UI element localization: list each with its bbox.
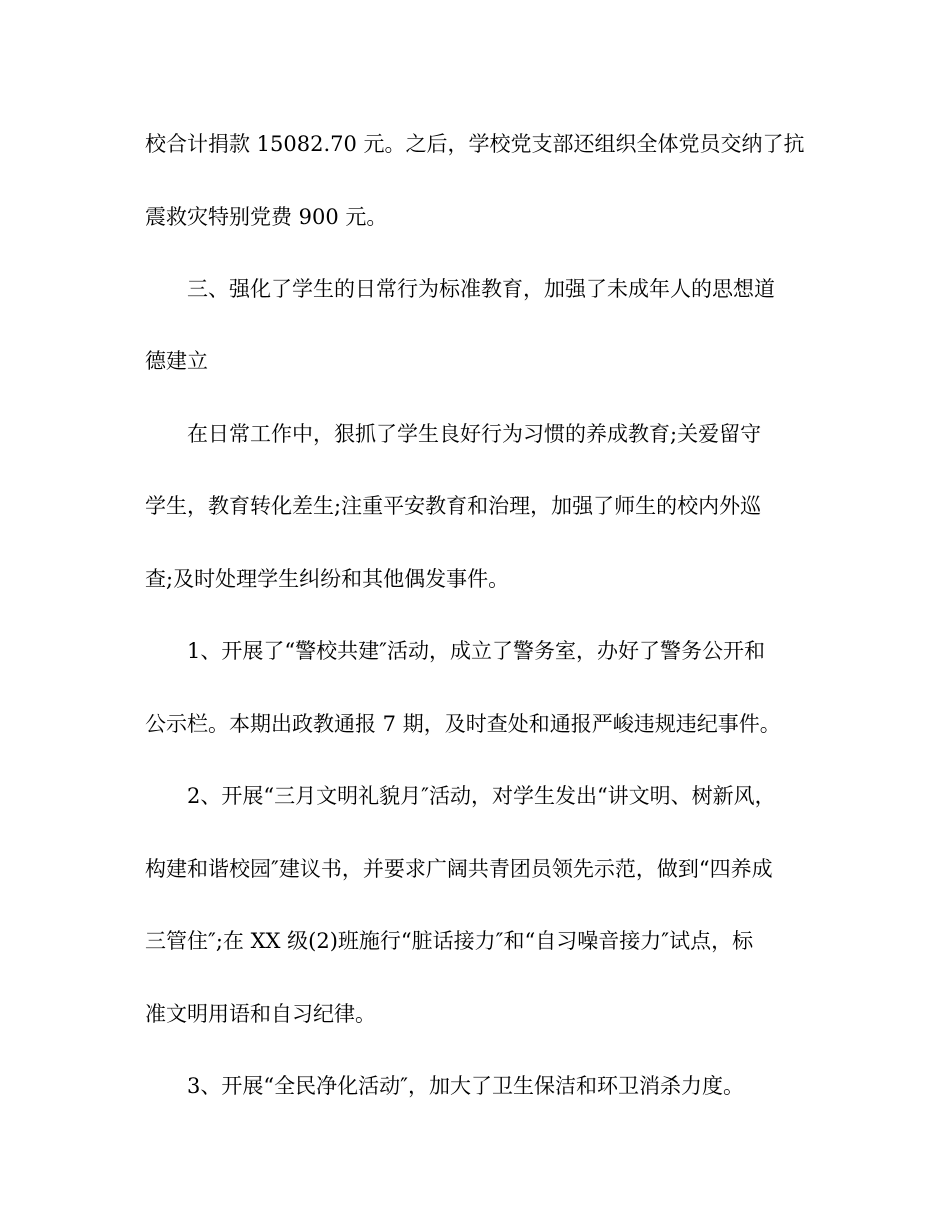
paragraph-line-1: 校合计捐款 15082.70 元。之后，学校党支部还组织全体党员交纳了抗 [145, 132, 805, 156]
paragraph-line-7: 查;及时处理学生纠纷和其他偶发事件。 [145, 567, 510, 591]
paragraph-line-6: 学生，教育转化差生;注重平安教育和治理，加强了师生的校内外巡 [145, 494, 762, 518]
list-item-2-line-2: 构建和谐校园″建议书，并要求广阔共青团员领先示范，做到“四养成 [145, 857, 773, 881]
section-heading-line-1: 三、强化了学生的日常行为标准教育，加强了未成年人的思想道 [187, 277, 775, 301]
list-item-1-line-2: 公示栏。本期出政教通报 7 期，及时查处和通报严峻违规违纪事件。 [145, 712, 781, 736]
section-heading-line-2: 德建立 [145, 349, 208, 373]
list-item-1-line-1: 1、开展了“警校共建″活动，成立了警务室，办好了警务公开和 [187, 639, 765, 663]
list-item-2-line-1: 2、开展“三月文明礼貌月″活动，对学生发出“讲文明、树新风， [187, 784, 776, 808]
list-item-2-line-4: 准文明用语和自习纪律。 [145, 1002, 376, 1026]
list-item-2-line-3: 三管住″;在 XX 级(2)班施行“脏话接力″和“自习噪音接力″试点，标 [145, 929, 754, 953]
paragraph-line-5: 在日常工作中，狠抓了学生良好行为习惯的养成教育;关爱留守 [187, 422, 762, 446]
list-item-3-line-1: 3、开展“全民净化活动″，加大了卫生保洁和环卫消杀力度。 [187, 1074, 744, 1098]
paragraph-line-2: 震救灾特别党费 900 元。 [145, 205, 388, 229]
